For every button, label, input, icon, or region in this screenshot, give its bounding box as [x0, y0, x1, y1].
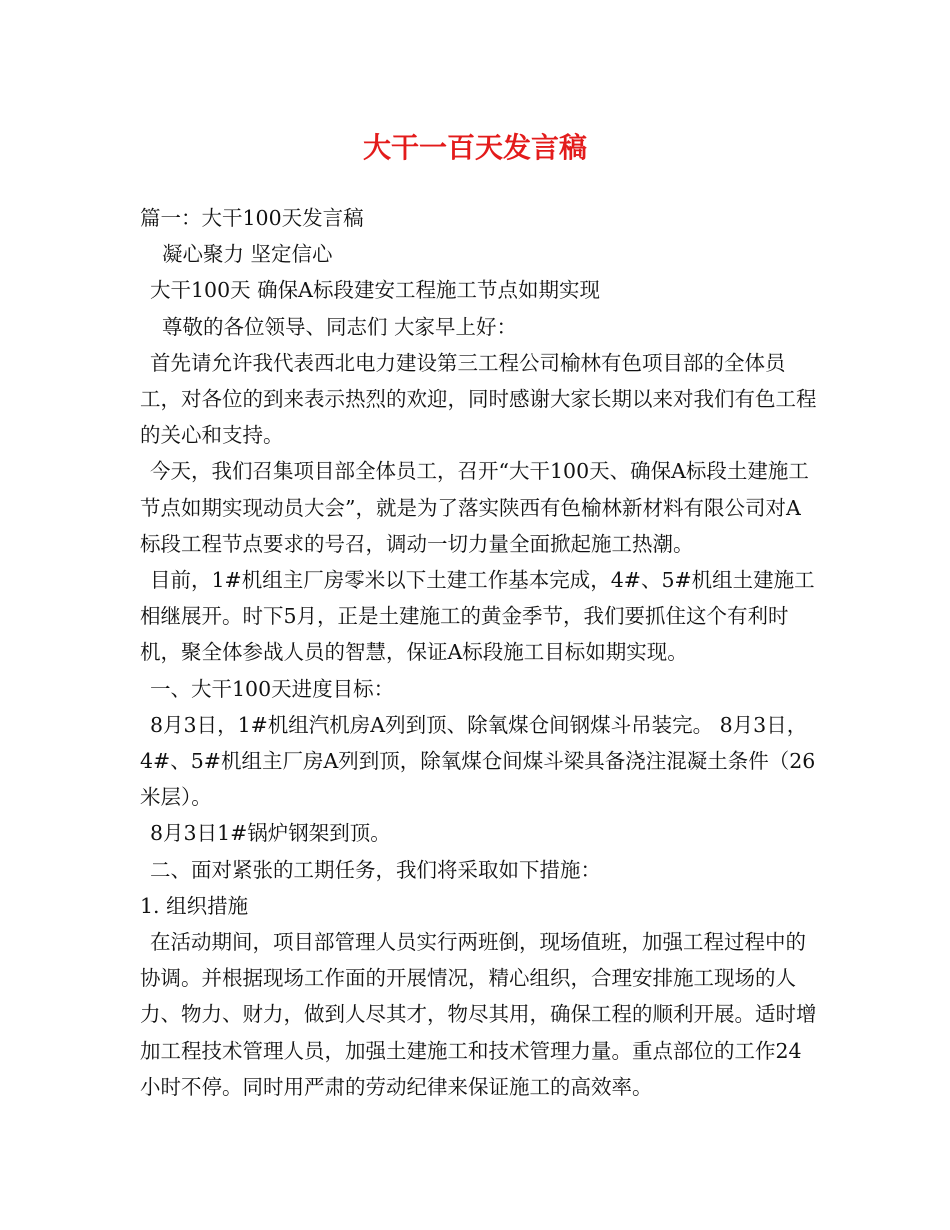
paragraph: 8月3日1#锅炉钢架到顶。 [150, 821, 391, 846]
paragraph: 凝心聚力 坚定信心 [162, 242, 333, 267]
paragraph: 首先请允许我代表西北电力建设第三工程公司榆林有色项目部的全体员工，对各位的到来表示热烈的欢迎，同时感谢大家长期以来对我们有色工程的关心和支持。 [140, 350, 817, 448]
paragraph: 尊敬的各位领导、同志们 大家早上好： [162, 314, 518, 339]
paragraph: 在活动期间，项目部管理人员实行两班倒，现场值班，加强工程过程中的协调。并根据现场工作面的开展情况，精心组织，合理安排施工现场的人力、物力、财力，做到人尽其才，物尽其用，确保工程的顺利开展。适时增加工程技术管理人员，加强土建施工和技术管理力量。重点部位的工作24小时不停。同时用严肃的劳动纪律来保证施工的高效率。 [140, 930, 817, 1099]
paragraph: 二、面对紧张的工期任务，我们将采取如下措施： [150, 857, 601, 882]
paragraph: 8月3日，1#机组汽机房A列到顶、除氧煤仓间钢煤斗吊装完。 8月3日，4#、5#机组主厂房A列到顶，除氧煤仓间煤斗梁具备浇注混凝土条件（26米层）。 [140, 712, 816, 810]
paragraph: 目前，1#机组主厂房零米以下土建工作基本完成，4#、5#机组土建施工相继展开。时下5月，正是土建施工的黄金季节，我们要抓住这个有利时机，聚全体参战人员的智慧，保证A标段施工目标如期实现。 [140, 568, 815, 665]
paragraph: 今天，我们召集项目部全体员工，召开“大干100天、确保A标段土建施工节点如期实现动员大会”，就是为了落实陕西有色榆林新材料有限公司对A标段工程节点要求的号召，调动一切力量全面掀起施工热潮。 [140, 459, 809, 556]
document-body [140, 200, 820, 1105]
paragraph: 大干100天 确保A标段建安工程施工节点如期实现 [150, 278, 600, 303]
paragraph: 1. 组织措施 [140, 893, 249, 918]
paragraph: 一、大干100天进度目标： [150, 676, 395, 701]
document-title: 大干一百天发言稿 [362, 131, 587, 164]
paragraph: 篇一：大干100天发言稿 [140, 206, 364, 230]
